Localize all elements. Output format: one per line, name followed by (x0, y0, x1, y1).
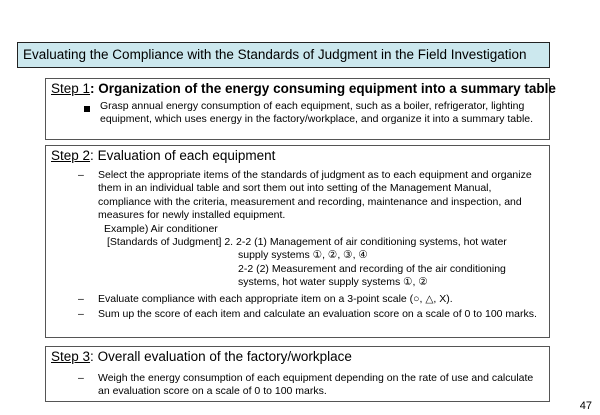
example-label: Example) Air conditioner (104, 223, 218, 235)
dash-bullet-icon: – (78, 169, 84, 181)
example-line-3: 2-2 (2) Measurement and recording of the air conditioning (238, 263, 506, 275)
step-2-item-3: Sum up the score of each item and calculate an evaluation score on a scale of 0 to 100 marks. (98, 308, 537, 320)
dash-bullet-icon: – (78, 372, 84, 384)
step-2-label: Step 2 (51, 148, 91, 163)
step-1-bullet-text: Grasp annual energy consumption of each equipment, such as a boiler, refrigerator, lighting equipment, which uses energy in the factory/workplace, and organize it into a summary table. (100, 100, 534, 126)
dash-bullet-icon: – (78, 308, 84, 320)
step-3-title: Step 3: Overall evaluation of the factory/workplace (51, 349, 352, 364)
step-3-box (45, 346, 550, 402)
example-line-4: systems, hot water supply systems ①, ② (238, 276, 428, 288)
step-3-label: Step 3 (51, 349, 91, 364)
step-3-heading: Overall evaluation of the factory/workplace (97, 349, 352, 364)
step-2-title: Step 2: Evaluation of each equipment (51, 148, 276, 163)
step-2-heading: Evaluation of each equipment (97, 148, 276, 163)
step-1-heading: Organization of the energy consuming equipment into a summary table (98, 81, 556, 96)
step-2-item-2: Evaluate compliance with each appropriate item on a 3-point scale (○, △, X). (98, 293, 453, 305)
dash-bullet-icon: – (78, 293, 84, 305)
page-number: 47 (579, 400, 592, 412)
step-2-box (45, 145, 550, 338)
square-bullet-icon (84, 106, 90, 112)
step-1-title: Step 1: Organization of the energy consuming equipment into a summary table (51, 81, 556, 96)
slide-title: Evaluating the Compliance with the Standards of Judgment in the Field Investigation (17, 42, 550, 68)
step-2-item-1: Select the appropriate items of the standards of judgment as to each equipment and organize them in an individual table and sort them out into setting of the Management Manual, compliance with the criteria, measurement and recording, maintenance and inspection, and measures for newly installed equipment. (98, 169, 532, 222)
example-standards-line: [Standards of Judgment] 2. 2-2 (1) Management of air conditioning systems, hot water (107, 236, 507, 248)
step-3-item-1: Weigh the energy consumption of each equipment depending on the rate of use and calculate an evaluation score on a scale of 0 to 100 marks. (98, 372, 534, 398)
step-1-label: Step 1 (51, 81, 91, 96)
step-1-box (45, 78, 556, 140)
example-line-2: supply systems ①, ②, ③, ④ (238, 249, 368, 261)
